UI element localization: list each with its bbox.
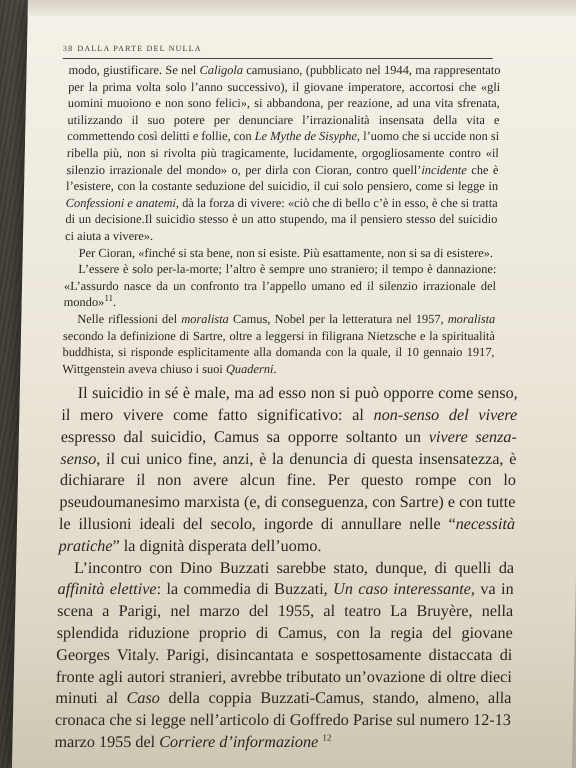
italic-run: Quaderni [225, 361, 274, 376]
footnote-ref: 11 [104, 293, 114, 304]
footnote-ref: 12 [322, 732, 332, 743]
paragraph: Per Cioran, «finché si sta bene, non si esiste. Più esattamente, non si sa di esistere». [78, 245, 494, 260]
italic-run: Caligola [199, 63, 244, 77]
page-number: 38 [62, 44, 74, 53]
italic-run: moralista [447, 311, 496, 326]
page-top-edge [28, 0, 576, 16]
italic-run: Un caso interessante [332, 580, 472, 599]
italic-run: non-senso del vivere [373, 406, 518, 425]
italic-run: Le Mythe de Sisyphe [254, 129, 358, 144]
italic-run: necessità pratiche [58, 515, 516, 555]
small-print-section [62, 62, 501, 377]
italic-run: vivere senza-senso [60, 427, 518, 468]
running-head [63, 38, 493, 59]
italic-run: Caso [126, 689, 161, 708]
paragraph: Il suicidio in sé è male, ma ad esso non si può opporre come senso, il mero vivere come fatto significativo: al non-senso del vivere espresso dal suicidio, Camus sa opporre soltanto un vivere senza-senso, il cui unico fine, anzi, è la denuncia di questa insensatezza, è dichiarare il non avere alcun fine. Per questo rompe con lo pseudoumanesimo marxista (e, di conseguenza, con Sartre) e con tutte le illusioni ideali del secolo, ingorde di annullare nelle “necessità pratiche” la dignità disperata dell’uomo. [58, 384, 518, 555]
paragraph: Nelle riflessioni del moralista Camus, Nobel per la letteratura nel 1957, moralista secondo la definizione di Sartre, oltre a leggersi in filigrana Nietzsche e la spiritualità buddhista, si risponde esplicitamente alla domanda con la quale, il 10 gennaio 1917, Wittgenstein aveva chiuso i suoi Quaderni. [62, 311, 496, 376]
paragraph: L’essere è solo per-la-morte; l’altro è sempre uno straniero; il tempo è dannazione: «L’assurdo nasce da un confronto tra l’appello umano ed il silenzio irrazionale del mondo»$^{11}$. [63, 262, 497, 310]
italic-run: moralista [181, 311, 229, 326]
italic-run: affinità elettive [57, 580, 157, 599]
italic-run: incidente [421, 162, 467, 177]
paragraph: L’incontro con Dino Buzzati sarebbe stato, dunque, di quelli da affinità elettive: la commedia di Buzzati, Un caso interessante, va in scena a Parigi, nel marzo del 1955, al teatro La Bruyère, nella splendida riduzione proprio di Camus, con la regia del giovane Georges Vitaly. Parigi, disincantata e sospettosamente distaccata di fronte agli autori stranieri, avrebbe tributato un’ovazione di oltre dieci minuti al Caso della coppia Buzzati-Camus, stando, almeno, alla cronaca che si legge nell’articolo di Goffredo Parise sul numero 12-13 marzo 1955 del Corriere d’informazione $^{12}$ [54, 558, 515, 752]
italic-run: Corriere d’informazione [159, 733, 319, 752]
body-text [54, 62, 518, 754]
large-print-section [54, 383, 518, 754]
running-head-title: DALLA PARTE DEL NULLA [77, 44, 202, 53]
book-page [12, 0, 576, 768]
italic-run: Confessioni e anatemi [65, 195, 177, 210]
paragraph: modo, giustificare. Se nel Caligola camusiano, (pubblicato nel 1944, ma rappresentato per la prima volta solo l’anno successivo), il giovane imperatore, accortosi che «gli uomini muoiono e non sono felici», si abbandona, per reazione, ad una vita sfrenata, utilizzando il suo potere per denunciare l’irrazionalità insensata della vita e commettendo così delitti e follie, con Le Mythe de Sisyphe, l’uomo che si uccide non si ribella più, non si rivolta più tragicamente, lucidamente, orgogliosamente contro «il silenzio irrazionale del mondo» o, per dirla con Cioran, contro quell’incidente che è l’esistere, con la costante seduzione del suicidio, il cui solo pensiero, come si legge in Confessioni e anatemi, dà la forza di vivere: «ciò che di bello c’è in esso, è che si tratta di un decisione.Il suicidio stesso è un atto stupendo, ma il pensiero stesso del suicidio ci aiuta a vivere». [64, 63, 501, 243]
